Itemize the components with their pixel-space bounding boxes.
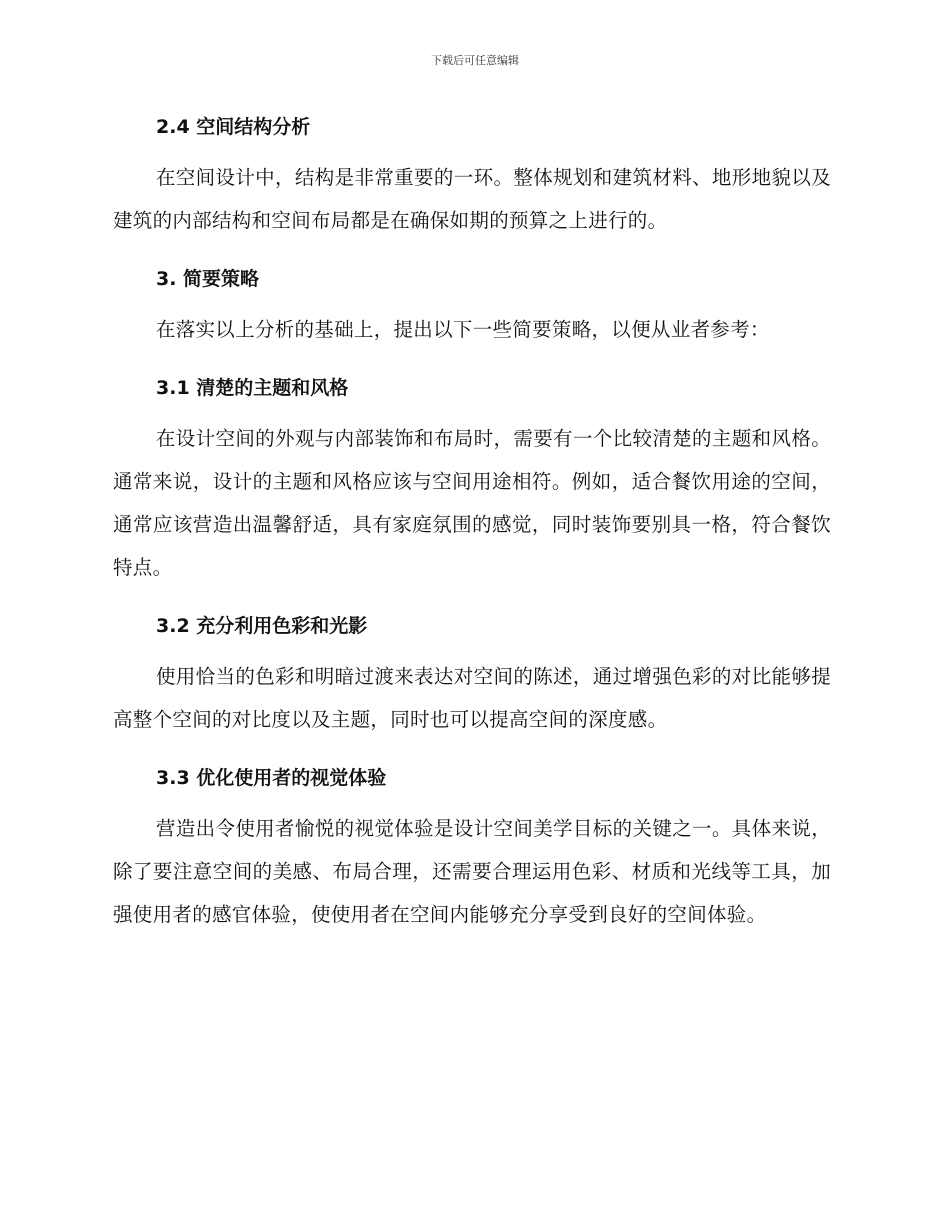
section-paragraph-3: 在落实以上分析的基础上，提出以下一些简要策略，以便从业者参考： (155, 318, 770, 341)
section-paragraph-3-3: 营造出令使用者愉悦的视觉体验是设计空间美学目标的关键之一。具体来说，除了要注意空间的美感、布局合理，还需要合理运用色彩、材质和光线等工具，加强使用者的感官体验，使使用者在空间内能够充分享受到良好的空间体验。 (113, 817, 831, 926)
section-heading-3: 3. 简要策略 (156, 268, 260, 290)
section-paragraph-2-4: 在空间设计中，结构是非常重要的一环。整体规划和建筑材料、地形地貌以及建筑的内部结构和空间布局都是在确保如期的预算之上进行的。 (113, 166, 831, 232)
section-heading-3-2: 3.2 充分利用色彩和光影 (156, 615, 368, 637)
section-paragraph-3-2: 使用恰当的色彩和明暗过渡来表达对空间的陈述，通过增强色彩的对比能够提高整个空间的对比度以及主题，同时也可以提高空间的深度感。 (113, 665, 831, 731)
section-heading-3-1: 3.1 清楚的主题和风格 (156, 377, 349, 399)
section-heading-3-3: 3.3 优化使用者的视觉体验 (156, 767, 387, 789)
document-body (113, 110, 831, 936)
section-heading-2-4: 2.4 空间结构分析 (156, 116, 311, 138)
page-header: 下载后可任意编辑 (431, 54, 519, 67)
section-paragraph-3-1: 在设计空间的外观与内部装饰和布局时，需要有一个比较清楚的主题和风格。通常来说，设计的主题和风格应该与空间用途相符。例如，适合餐饮用途的空间，通常应该营造出温馨舒适，具有家庭氛围的感觉，同时装饰要别具一格，符合餐饮特点。 (113, 427, 831, 579)
